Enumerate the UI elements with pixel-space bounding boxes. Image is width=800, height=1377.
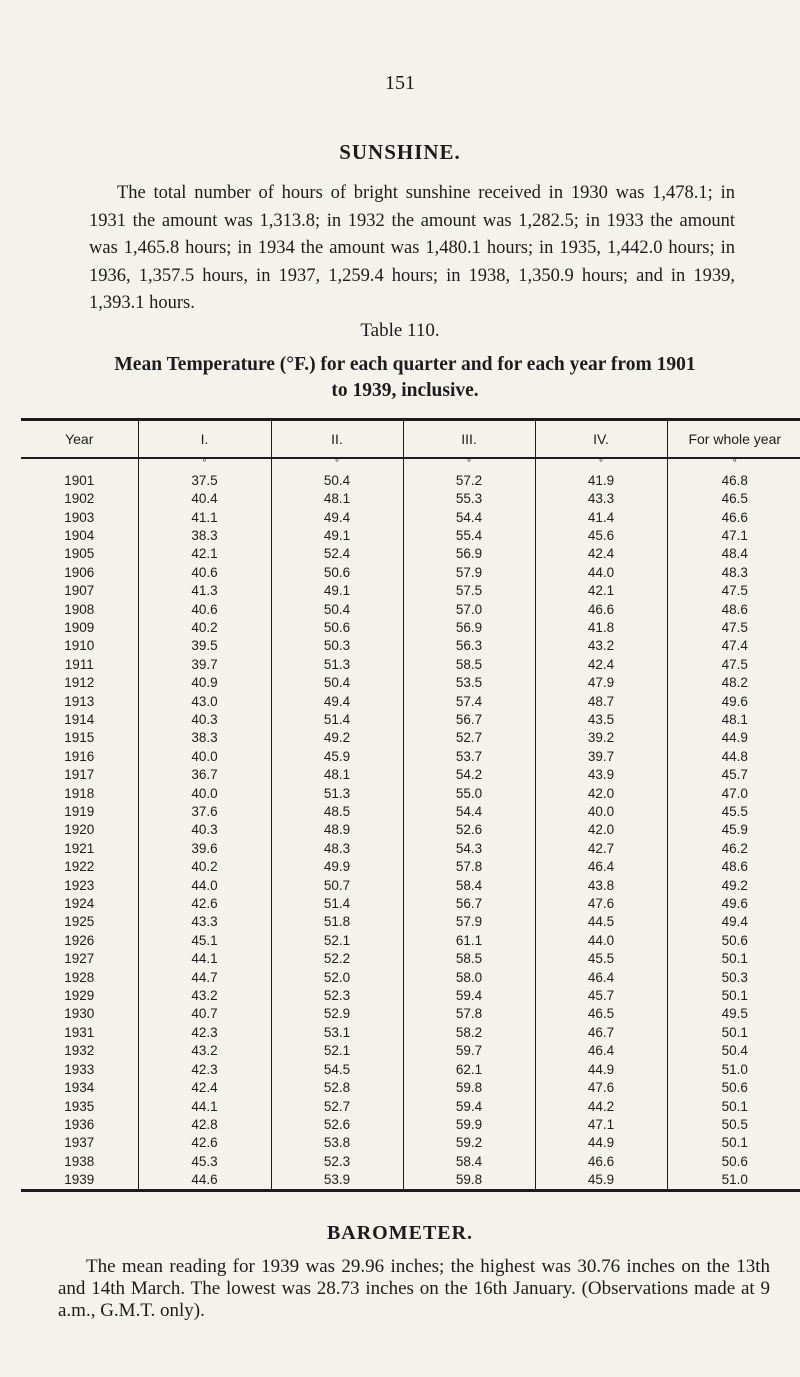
whole-year-cell: 47.0 xyxy=(667,784,800,802)
quarter-2-cell: 52.9 xyxy=(271,1005,403,1023)
quarter-3-cell: 59.7 xyxy=(403,1042,535,1060)
quarter-1-cell: 42.8 xyxy=(138,1115,271,1133)
table-row xyxy=(21,986,800,1004)
unit-mark: ° xyxy=(271,458,403,471)
table-row xyxy=(21,747,800,765)
quarter-1-cell: 42.6 xyxy=(138,1134,271,1152)
quarter-4-cell: 40.0 xyxy=(535,802,667,820)
quarter-4-cell: 42.4 xyxy=(535,655,667,673)
quarter-1-cell: 43.2 xyxy=(138,1042,271,1060)
quarter-1-cell: 42.3 xyxy=(138,1060,271,1078)
quarter-2-cell: 53.1 xyxy=(271,1023,403,1041)
table-row xyxy=(21,710,800,728)
whole-year-cell: 47.4 xyxy=(667,637,800,655)
quarter-3-cell: 57.9 xyxy=(403,563,535,581)
unit-mark: ° xyxy=(667,458,800,471)
quarter-4-cell: 46.5 xyxy=(535,1005,667,1023)
quarter-4-cell: 43.3 xyxy=(535,489,667,507)
year-cell: 1919 xyxy=(64,804,95,820)
quarter-1-cell: 36.7 xyxy=(138,766,271,784)
table-row xyxy=(21,471,800,489)
quarter-2-cell: 52.4 xyxy=(271,545,403,563)
quarter-1-cell: 43.2 xyxy=(138,986,271,1004)
quarter-3-cell: 57.5 xyxy=(403,581,535,599)
quarter-2-cell: 49.2 xyxy=(271,729,403,747)
quarter-2-cell: 52.2 xyxy=(271,950,403,968)
header-year: Year xyxy=(21,420,138,459)
quarter-1-cell: 42.1 xyxy=(138,545,271,563)
whole-year-cell: 50.6 xyxy=(667,1152,800,1170)
table-row xyxy=(21,858,800,876)
sunshine-heading: SUNSHINE. xyxy=(339,140,461,164)
header-quarter-2: II. xyxy=(271,420,403,459)
quarter-1-cell: 44.7 xyxy=(138,968,271,986)
quarter-1-cell: 40.0 xyxy=(138,747,271,765)
quarter-4-cell: 46.4 xyxy=(535,968,667,986)
header-quarter-3: III. xyxy=(403,420,535,459)
whole-year-cell: 51.0 xyxy=(667,1170,800,1190)
table-row xyxy=(21,545,800,563)
whole-year-cell: 46.6 xyxy=(667,508,800,526)
quarter-1-cell: 44.6 xyxy=(138,1170,271,1190)
quarter-1-cell: 38.3 xyxy=(138,526,271,544)
quarter-4-cell: 45.7 xyxy=(535,986,667,1004)
table-row xyxy=(21,618,800,636)
quarter-1-cell: 42.3 xyxy=(138,1023,271,1041)
quarter-2-cell: 52.0 xyxy=(271,968,403,986)
quarter-4-cell: 47.9 xyxy=(535,673,667,691)
table-row xyxy=(21,1042,800,1060)
quarter-2-cell: 53.9 xyxy=(271,1170,403,1190)
quarter-3-cell: 59.8 xyxy=(403,1078,535,1096)
quarter-2-cell: 51.8 xyxy=(271,913,403,931)
quarter-1-cell: 40.9 xyxy=(138,673,271,691)
quarter-2-cell: 48.1 xyxy=(271,489,403,507)
quarter-3-cell: 59.8 xyxy=(403,1170,535,1190)
barometer-heading: BAROMETER. xyxy=(326,1222,474,1244)
quarter-4-cell: 47.1 xyxy=(535,1115,667,1133)
quarter-4-cell: 41.9 xyxy=(535,471,667,489)
quarter-1-cell: 39.5 xyxy=(138,637,271,655)
whole-year-cell: 49.5 xyxy=(667,1005,800,1023)
year-cell: 1916 xyxy=(64,748,95,764)
table-row xyxy=(21,876,800,894)
table-row xyxy=(21,968,800,986)
quarter-3-cell: 52.7 xyxy=(403,729,535,747)
quarter-4-cell: 44.9 xyxy=(535,1060,667,1078)
table-row xyxy=(21,526,800,544)
quarter-4-cell: 42.0 xyxy=(535,784,667,802)
quarter-3-cell: 55.3 xyxy=(403,489,535,507)
table-title: Table 110. xyxy=(360,320,440,341)
year-cell: 1933 xyxy=(64,1061,95,1077)
year-cell: 1928 xyxy=(64,969,95,985)
table-row xyxy=(21,600,800,618)
table-row xyxy=(21,802,800,820)
quarter-4-cell: 44.2 xyxy=(535,1097,667,1115)
quarter-1-cell: 40.4 xyxy=(138,489,271,507)
quarter-1-cell: 40.2 xyxy=(138,618,271,636)
year-cell: 1921 xyxy=(64,840,95,856)
quarter-1-cell: 43.3 xyxy=(138,913,271,931)
quarter-2-cell: 52.7 xyxy=(271,1097,403,1115)
quarter-4-cell: 44.0 xyxy=(535,563,667,581)
whole-year-cell: 45.9 xyxy=(667,821,800,839)
quarter-2-cell: 50.4 xyxy=(271,471,403,489)
quarter-4-cell: 47.6 xyxy=(535,1078,667,1096)
year-cell: 1931 xyxy=(64,1024,95,1040)
table-row xyxy=(21,655,800,673)
table-row xyxy=(21,637,800,655)
header-quarter-4: IV. xyxy=(535,420,667,459)
quarter-4-cell: 42.1 xyxy=(535,581,667,599)
quarter-1-cell: 42.4 xyxy=(138,1078,271,1096)
quarter-4-cell: 42.4 xyxy=(535,545,667,563)
quarter-1-cell: 40.6 xyxy=(138,563,271,581)
whole-year-cell: 50.1 xyxy=(667,1097,800,1115)
table-row xyxy=(21,1170,800,1190)
whole-year-cell: 49.4 xyxy=(667,913,800,931)
quarter-3-cell: 58.5 xyxy=(403,655,535,673)
quarter-2-cell: 50.6 xyxy=(271,563,403,581)
year-cell: 1929 xyxy=(64,988,95,1004)
quarter-4-cell: 44.5 xyxy=(535,913,667,931)
table-row xyxy=(21,563,800,581)
whole-year-cell: 48.3 xyxy=(667,563,800,581)
table-row xyxy=(21,821,800,839)
quarter-4-cell: 43.2 xyxy=(535,637,667,655)
quarter-3-cell: 59.2 xyxy=(403,1134,535,1152)
quarter-1-cell: 37.6 xyxy=(138,802,271,820)
whole-year-cell: 46.2 xyxy=(667,839,800,857)
table-row xyxy=(21,894,800,912)
whole-year-cell: 51.0 xyxy=(667,1060,800,1078)
quarter-3-cell: 58.4 xyxy=(403,876,535,894)
quarter-3-cell: 57.2 xyxy=(403,471,535,489)
table-row xyxy=(21,931,800,949)
quarter-3-cell: 58.0 xyxy=(403,968,535,986)
quarter-2-cell: 50.3 xyxy=(271,637,403,655)
quarter-1-cell: 40.0 xyxy=(138,784,271,802)
quarter-1-cell: 44.0 xyxy=(138,876,271,894)
whole-year-cell: 48.2 xyxy=(667,673,800,691)
quarter-4-cell: 39.7 xyxy=(535,747,667,765)
unit-marks-row xyxy=(21,458,800,471)
quarter-4-cell: 39.2 xyxy=(535,729,667,747)
quarter-1-cell: 43.0 xyxy=(138,692,271,710)
year-cell: 1901 xyxy=(64,472,95,488)
year-cell: 1927 xyxy=(64,951,95,967)
year-cell: 1913 xyxy=(64,693,95,709)
quarter-4-cell: 43.9 xyxy=(535,766,667,784)
table-row xyxy=(21,1097,800,1115)
quarter-1-cell: 42.6 xyxy=(138,894,271,912)
table-row xyxy=(21,673,800,691)
year-cell: 1924 xyxy=(64,896,95,912)
unit-mark xyxy=(21,458,138,471)
year-cell: 1902 xyxy=(64,491,95,507)
whole-year-cell: 47.5 xyxy=(667,618,800,636)
whole-year-cell: 49.6 xyxy=(667,692,800,710)
year-cell: 1930 xyxy=(64,1006,95,1022)
table-row xyxy=(21,950,800,968)
year-cell: 1922 xyxy=(64,859,95,875)
table-row xyxy=(21,784,800,802)
quarter-3-cell: 56.3 xyxy=(403,637,535,655)
quarter-4-cell: 46.4 xyxy=(535,1042,667,1060)
table-row xyxy=(21,1023,800,1041)
quarter-3-cell: 53.5 xyxy=(403,673,535,691)
quarter-4-cell: 46.6 xyxy=(535,1152,667,1170)
quarter-4-cell: 44.0 xyxy=(535,931,667,949)
quarter-3-cell: 59.4 xyxy=(403,1097,535,1115)
year-cell: 1910 xyxy=(64,638,95,654)
whole-year-cell: 50.1 xyxy=(667,950,800,968)
quarter-1-cell: 41.1 xyxy=(138,508,271,526)
table-row xyxy=(21,1134,800,1152)
quarter-4-cell: 46.6 xyxy=(535,600,667,618)
quarter-2-cell: 49.4 xyxy=(271,508,403,526)
year-cell: 1903 xyxy=(64,509,95,525)
quarter-4-cell: 46.4 xyxy=(535,858,667,876)
quarter-3-cell: 52.6 xyxy=(403,821,535,839)
quarter-4-cell: 43.8 xyxy=(535,876,667,894)
quarter-1-cell: 40.7 xyxy=(138,1005,271,1023)
year-cell: 1938 xyxy=(64,1153,95,1169)
header-quarter-1: I. xyxy=(138,420,271,459)
table-row xyxy=(21,692,800,710)
table-header-row xyxy=(21,420,800,459)
year-cell: 1907 xyxy=(64,583,95,599)
whole-year-cell: 50.1 xyxy=(667,986,800,1004)
quarter-3-cell: 57.8 xyxy=(403,1005,535,1023)
table-caption: Mean Temperature (°F.) for each quarter and for each year from 1901 to 1939, inclusive. xyxy=(114,354,696,401)
quarter-2-cell: 54.5 xyxy=(271,1060,403,1078)
quarter-3-cell: 54.3 xyxy=(403,839,535,857)
quarter-3-cell: 56.7 xyxy=(403,710,535,728)
whole-year-cell: 47.5 xyxy=(667,655,800,673)
whole-year-cell: 50.4 xyxy=(667,1042,800,1060)
quarter-2-cell: 52.8 xyxy=(271,1078,403,1096)
page-number: 151 xyxy=(385,72,415,94)
sunshine-paragraph: The total number of hours of bright sunshine received in 1930 was 1,478.1; in 1931 the amount was 1,313.8; in 1932 the amount was 1,282.5; in 1933 the amount was 1,465.8 hours; in 1934 the amount was 1,480.1 hours; in 1935, 1,442.0 hours; in 1936, 1,357.5 hours, in 1937, 1,259.4 hours; in 1938, 1,350.9 hours; and in 1939, 1,393.1 hours. xyxy=(89,183,735,313)
quarter-2-cell: 50.4 xyxy=(271,600,403,618)
temperature-table-wrapper xyxy=(21,418,800,1192)
whole-year-cell: 50.1 xyxy=(667,1023,800,1041)
whole-year-cell: 50.3 xyxy=(667,968,800,986)
quarter-4-cell: 43.5 xyxy=(535,710,667,728)
quarter-1-cell: 45.3 xyxy=(138,1152,271,1170)
quarter-3-cell: 59.4 xyxy=(403,986,535,1004)
whole-year-cell: 44.9 xyxy=(667,729,800,747)
quarter-3-cell: 55.4 xyxy=(403,526,535,544)
quarter-2-cell: 51.3 xyxy=(271,655,403,673)
whole-year-cell: 50.1 xyxy=(667,1134,800,1152)
quarter-2-cell: 52.3 xyxy=(271,1152,403,1170)
quarter-2-cell: 49.1 xyxy=(271,581,403,599)
quarter-4-cell: 41.8 xyxy=(535,618,667,636)
year-cell: 1909 xyxy=(64,619,95,635)
temperature-table xyxy=(21,418,800,1192)
whole-year-cell: 47.1 xyxy=(667,526,800,544)
quarter-3-cell: 57.9 xyxy=(403,913,535,931)
quarter-3-cell: 57.8 xyxy=(403,858,535,876)
table-row xyxy=(21,1078,800,1096)
whole-year-cell: 49.2 xyxy=(667,876,800,894)
quarter-3-cell: 56.9 xyxy=(403,545,535,563)
quarter-3-cell: 58.2 xyxy=(403,1023,535,1041)
whole-year-cell: 45.7 xyxy=(667,766,800,784)
quarter-4-cell: 48.7 xyxy=(535,692,667,710)
year-cell: 1914 xyxy=(64,711,95,727)
whole-year-cell: 48.1 xyxy=(667,710,800,728)
quarter-1-cell: 38.3 xyxy=(138,729,271,747)
quarter-4-cell: 45.9 xyxy=(535,1170,667,1190)
whole-year-cell: 48.6 xyxy=(667,858,800,876)
quarter-2-cell: 49.9 xyxy=(271,858,403,876)
year-cell: 1920 xyxy=(64,822,95,838)
quarter-3-cell: 57.0 xyxy=(403,600,535,618)
table-row xyxy=(21,729,800,747)
year-cell: 1934 xyxy=(64,1080,95,1096)
quarter-1-cell: 40.2 xyxy=(138,858,271,876)
year-cell: 1912 xyxy=(64,675,95,691)
quarter-1-cell: 40.6 xyxy=(138,600,271,618)
barometer-paragraph: The mean reading for 1939 was 29.96 inches; the highest was 30.76 inches on the 13th and 14th March. The lowest was 28.73 inches on the 16th January. (Observations made at 9 a.m., G.M.T. only). xyxy=(58,1256,770,1321)
quarter-2-cell: 50.6 xyxy=(271,618,403,636)
quarter-3-cell: 61.1 xyxy=(403,931,535,949)
quarter-3-cell: 58.4 xyxy=(403,1152,535,1170)
quarter-3-cell: 59.9 xyxy=(403,1115,535,1133)
quarter-2-cell: 51.4 xyxy=(271,894,403,912)
unit-mark: ° xyxy=(403,458,535,471)
quarter-2-cell: 48.9 xyxy=(271,821,403,839)
year-cell: 1917 xyxy=(64,767,95,783)
year-cell: 1932 xyxy=(64,1043,95,1059)
quarter-4-cell: 44.9 xyxy=(535,1134,667,1152)
year-cell: 1908 xyxy=(64,601,95,617)
quarter-1-cell: 40.3 xyxy=(138,821,271,839)
quarter-2-cell: 48.5 xyxy=(271,802,403,820)
quarter-4-cell: 41.4 xyxy=(535,508,667,526)
quarter-3-cell: 54.4 xyxy=(403,802,535,820)
year-cell: 1905 xyxy=(64,546,95,562)
quarter-3-cell: 53.7 xyxy=(403,747,535,765)
year-cell: 1923 xyxy=(64,877,95,893)
quarter-2-cell: 49.1 xyxy=(271,526,403,544)
table-row xyxy=(21,489,800,507)
quarter-4-cell: 45.5 xyxy=(535,950,667,968)
quarter-3-cell: 55.0 xyxy=(403,784,535,802)
table-row xyxy=(21,1115,800,1133)
quarter-3-cell: 58.5 xyxy=(403,950,535,968)
whole-year-cell: 50.6 xyxy=(667,1078,800,1096)
quarter-2-cell: 48.3 xyxy=(271,839,403,857)
quarter-1-cell: 37.5 xyxy=(138,471,271,489)
quarter-1-cell: 39.6 xyxy=(138,839,271,857)
whole-year-cell: 50.5 xyxy=(667,1115,800,1133)
quarter-1-cell: 45.1 xyxy=(138,931,271,949)
quarter-2-cell: 52.1 xyxy=(271,1042,403,1060)
quarter-2-cell: 50.7 xyxy=(271,876,403,894)
header-whole-year: For whole year xyxy=(667,420,800,459)
year-cell: 1904 xyxy=(64,527,95,543)
quarter-4-cell: 42.0 xyxy=(535,821,667,839)
unit-mark: ° xyxy=(138,458,271,471)
quarter-2-cell: 52.1 xyxy=(271,931,403,949)
table-row xyxy=(21,581,800,599)
quarter-1-cell: 39.7 xyxy=(138,655,271,673)
quarter-2-cell: 53.8 xyxy=(271,1134,403,1152)
year-cell: 1937 xyxy=(64,1135,95,1151)
whole-year-cell: 49.6 xyxy=(667,894,800,912)
whole-year-cell: 46.8 xyxy=(667,471,800,489)
quarter-2-cell: 51.4 xyxy=(271,710,403,728)
quarter-1-cell: 41.3 xyxy=(138,581,271,599)
quarter-3-cell: 54.4 xyxy=(403,508,535,526)
quarter-3-cell: 54.2 xyxy=(403,766,535,784)
quarter-1-cell: 44.1 xyxy=(138,1097,271,1115)
quarter-2-cell: 52.6 xyxy=(271,1115,403,1133)
quarter-2-cell: 48.1 xyxy=(271,766,403,784)
whole-year-cell: 46.5 xyxy=(667,489,800,507)
year-cell: 1906 xyxy=(64,564,95,580)
year-cell: 1925 xyxy=(64,914,95,930)
quarter-4-cell: 42.7 xyxy=(535,839,667,857)
year-cell: 1936 xyxy=(64,1116,95,1132)
table-row xyxy=(21,913,800,931)
quarter-2-cell: 51.3 xyxy=(271,784,403,802)
whole-year-cell: 48.4 xyxy=(667,545,800,563)
table-row xyxy=(21,508,800,526)
quarter-3-cell: 62.1 xyxy=(403,1060,535,1078)
quarter-1-cell: 40.3 xyxy=(138,710,271,728)
quarter-3-cell: 56.7 xyxy=(403,894,535,912)
unit-mark: ° xyxy=(535,458,667,471)
table-row xyxy=(21,1005,800,1023)
quarter-3-cell: 57.4 xyxy=(403,692,535,710)
quarter-4-cell: 45.6 xyxy=(535,526,667,544)
quarter-1-cell: 44.1 xyxy=(138,950,271,968)
quarter-2-cell: 52.3 xyxy=(271,986,403,1004)
whole-year-cell: 50.6 xyxy=(667,931,800,949)
quarter-4-cell: 46.7 xyxy=(535,1023,667,1041)
whole-year-cell: 47.5 xyxy=(667,581,800,599)
year-cell: 1935 xyxy=(64,1098,95,1114)
table-row xyxy=(21,839,800,857)
table-row xyxy=(21,1152,800,1170)
quarter-4-cell: 47.6 xyxy=(535,894,667,912)
year-cell: 1915 xyxy=(64,730,95,746)
year-cell: 1918 xyxy=(64,785,95,801)
quarter-2-cell: 50.4 xyxy=(271,673,403,691)
year-cell: 1939 xyxy=(64,1172,95,1188)
year-cell: 1926 xyxy=(64,932,95,948)
year-cell: 1911 xyxy=(64,656,94,672)
quarter-3-cell: 56.9 xyxy=(403,618,535,636)
quarter-2-cell: 49.4 xyxy=(271,692,403,710)
quarter-2-cell: 45.9 xyxy=(271,747,403,765)
whole-year-cell: 48.6 xyxy=(667,600,800,618)
table-row xyxy=(21,766,800,784)
whole-year-cell: 44.8 xyxy=(667,747,800,765)
whole-year-cell: 45.5 xyxy=(667,802,800,820)
table-row xyxy=(21,1060,800,1078)
